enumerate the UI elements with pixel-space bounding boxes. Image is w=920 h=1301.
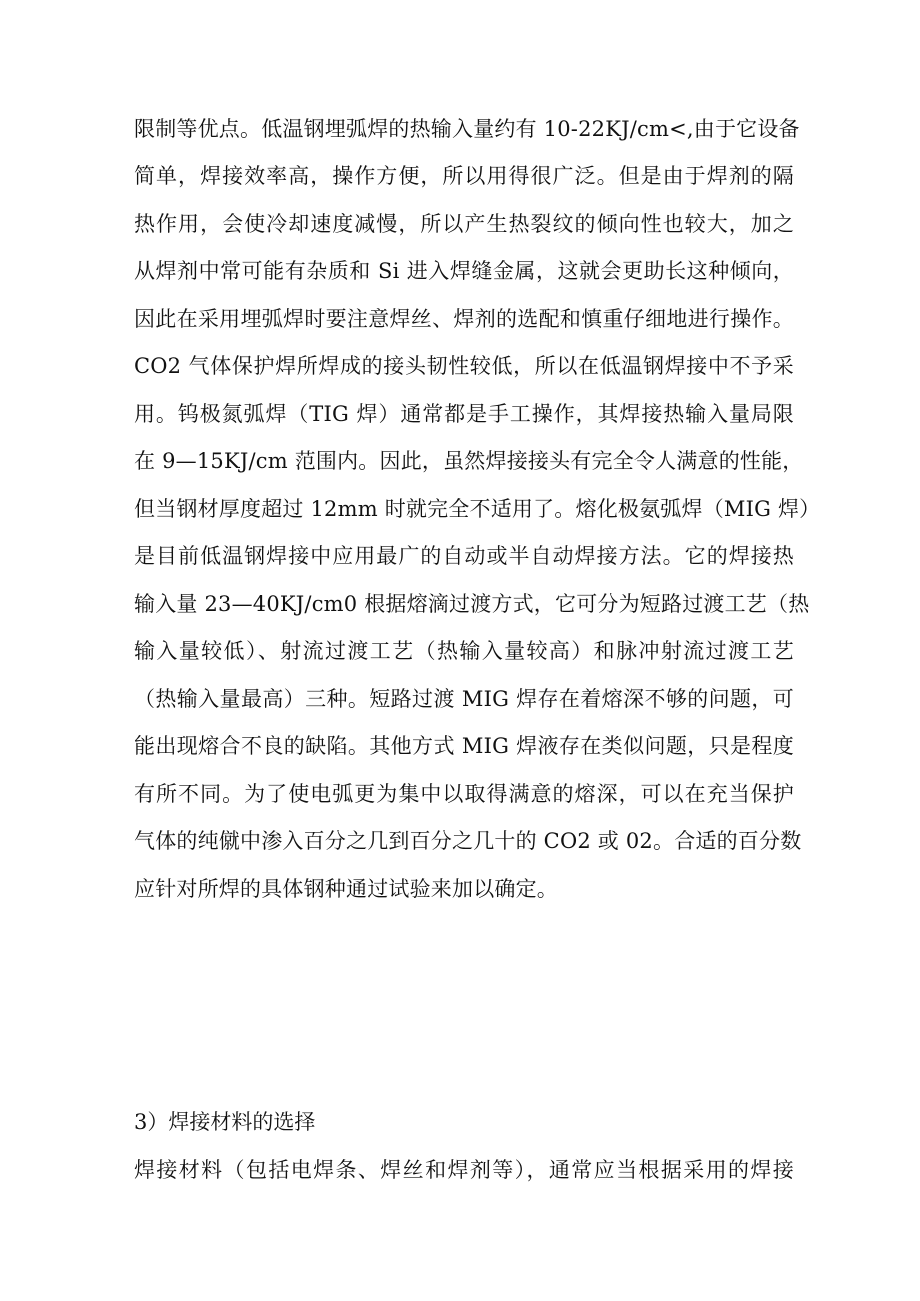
paragraph-line-13: （热输入量最高）三种。短路过渡 MIG 焊存在着熔深不够的问题，可	[134, 687, 794, 711]
paragraph-line-7: 用。钨极氮弧焊（TIG 焊）通常都是手工操作，其焊接热输入量局限	[134, 402, 794, 426]
paragraph-line-11: 输入量 23—40KJ/cm0 根据熔滴过渡方式，它可分为短路过渡工艺（热	[134, 592, 810, 616]
paragraph-line-5: 因此在采用埋弧焊时要注意焊丝、焊剂的选配和慎重仔细地进行操作。	[134, 307, 794, 331]
paragraph-line-15: 有所不同。为了使电弧更为集中以取得满意的熔深，可以在充当保护	[134, 782, 794, 806]
paragraph-line-14: 能出现熔合不良的缺陷。其他方式 MIG 焊液存在类似问题，只是程度	[134, 734, 794, 758]
paragraph-line-10: 是目前低温钢焊接中应用最广的自动或半自动焊接方法。它的焊接热	[134, 544, 794, 568]
paragraph-line-2: 简单，焊接效率高，操作方便，所以用得很广泛。但是由于焊剂的隔	[134, 164, 794, 188]
paragraph-line-4: 从焊剂中常可能有杂质和 Si 进入焊缝金属，这就会更助长这种倾向，	[134, 259, 794, 283]
paragraph-line-12: 输入量较低）、射流过渡工艺（热输入量较高）和脉冲射流过渡工艺	[134, 639, 794, 663]
paragraph-line-9: 但当钢材厚度超过 12mm 时就完全不适用了。熔化极氨弧焊（MIG 焊）	[134, 497, 821, 521]
paragraph-line-6: CO2 气体保护焊所焊成的接头韧性较低，所以在低温钢焊接中不予采	[134, 354, 794, 378]
section-first-line: 焊接材料（包括电焊条、焊丝和焊剂等），通常应当根据采用的焊接	[134, 1158, 794, 1182]
paragraph-line-16: 气体的纯僦中渗入百分之几到百分之几十的 CO2 或 02。合适的百分数	[134, 829, 802, 853]
paragraph-line-3: 热作用，会使冷却速度减慢，所以产生热裂纹的倾向性也较大，加之	[134, 212, 794, 236]
paragraph-line-8: 在 9—15KJ/cm 范围内。因此，虽然焊接接头有完全令人满意的性能，	[134, 449, 804, 473]
paragraph-line-1: 限制等优点。低温钢埋弧焊的热输入量约有 10-22KJ/cm<,由于它设备	[134, 117, 800, 141]
section-heading: 3）焊接材料的选择	[134, 1110, 316, 1134]
paragraph-line-17: 应针对所焊的具体钢种通过试验来加以确定。	[134, 877, 558, 901]
